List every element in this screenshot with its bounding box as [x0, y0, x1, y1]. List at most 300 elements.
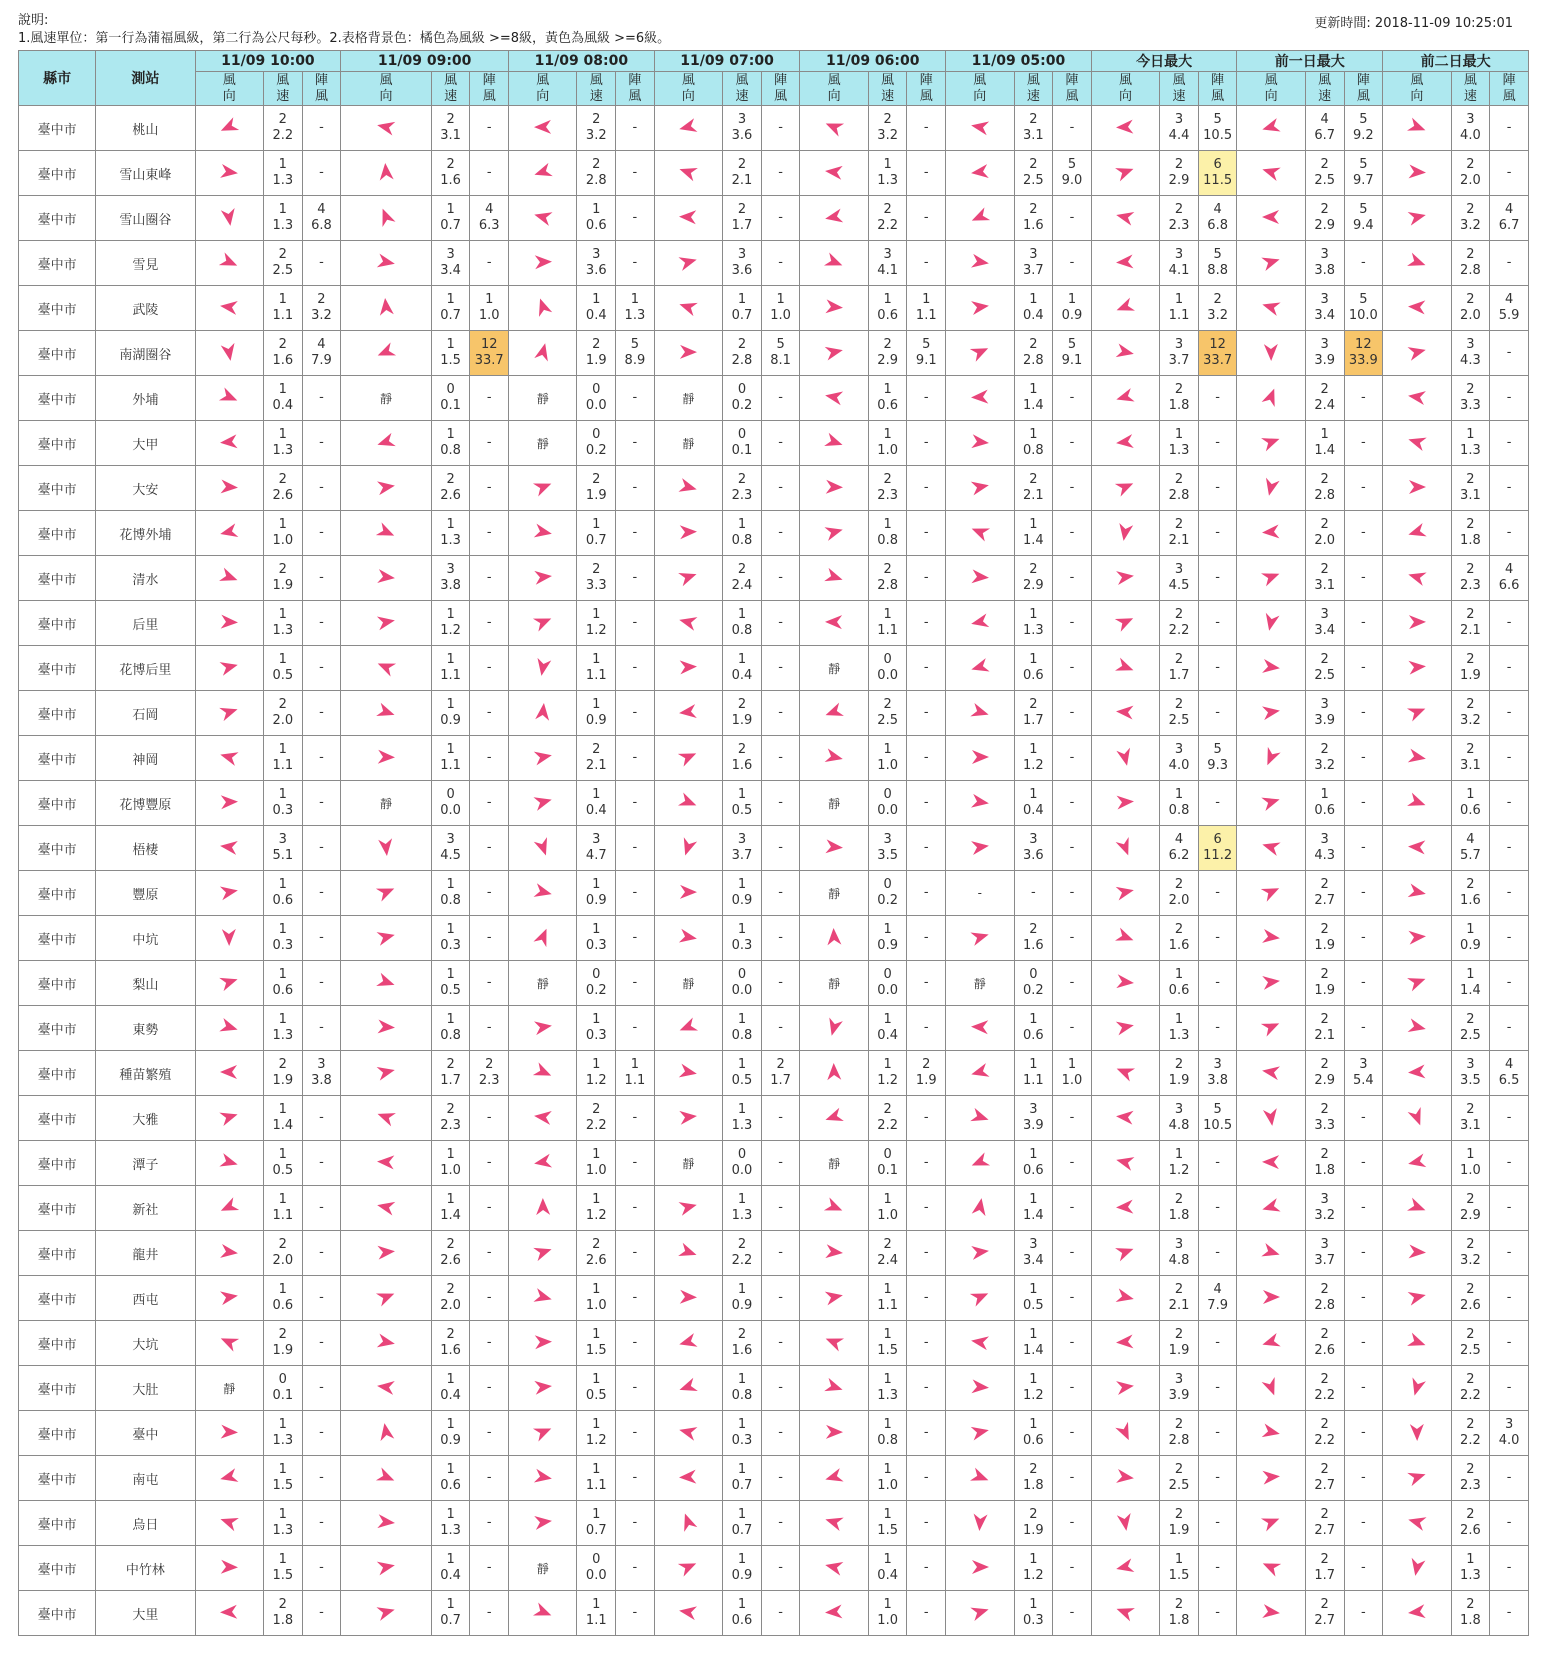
- gust-cell: 4 6.8: [302, 196, 341, 241]
- wind-direction-cell: [1383, 376, 1451, 421]
- wind-direction-cell: [800, 1051, 868, 1096]
- gust-cell: -: [1344, 1276, 1383, 1321]
- gust-cell: -: [616, 1186, 655, 1231]
- wind-speed-cell: 1 0.9: [1451, 916, 1490, 961]
- county-cell: 臺中市: [19, 151, 96, 196]
- station-cell: 中竹林: [96, 1546, 195, 1591]
- wind-speed-cell: 3 3.6: [1014, 826, 1053, 871]
- wind-arrow-icon: [1406, 611, 1428, 633]
- gust-cell: 5 9.2: [1344, 106, 1383, 151]
- wind-direction-cell: [800, 466, 868, 511]
- wind-speed-cell: 1 0.8: [431, 1006, 470, 1051]
- wind-direction-cell: [509, 1141, 577, 1186]
- wind-speed-cell: 2 1.9: [723, 691, 762, 736]
- wind-speed-cell: 1 0.6: [577, 196, 616, 241]
- county-cell: 臺中市: [19, 1546, 96, 1591]
- wind-speed-cell: 2 2.5: [264, 241, 303, 286]
- wind-direction-cell: [1383, 466, 1451, 511]
- wind-arrow-icon: [218, 341, 240, 363]
- wind-speed-cell: 1 1.2: [431, 601, 470, 646]
- wind-speed-cell: 1 1.1: [264, 286, 303, 331]
- wind-direction-cell: [341, 916, 432, 961]
- wind-arrow-icon: [532, 251, 554, 273]
- wind-direction-cell: [800, 916, 868, 961]
- wind-direction-cell: [195, 961, 263, 1006]
- wind-arrow-icon: [1406, 836, 1428, 858]
- wind-arrow-icon: [969, 791, 991, 813]
- wind-arrow-icon: [1406, 881, 1428, 903]
- wind-speed-cell: 1 1.2: [577, 601, 616, 646]
- wind-direction-cell: [341, 1006, 432, 1051]
- wind-arrow-icon: [1114, 1196, 1136, 1218]
- gust-cell: -: [1053, 421, 1092, 466]
- wind-speed-cell: 2 1.9: [1451, 646, 1490, 691]
- wind-arrow-icon: [218, 971, 240, 993]
- wind-direction-cell: [654, 106, 722, 151]
- gust-cell: -: [1198, 916, 1237, 961]
- gust-cell: -: [616, 1591, 655, 1636]
- gust-cell: -: [1490, 1366, 1529, 1411]
- wind-direction-cell: [1383, 1006, 1451, 1051]
- wind-arrow-icon: [218, 791, 240, 813]
- wind-speed-cell: 3 4.5: [431, 826, 470, 871]
- wind-speed-cell: 1 1.5: [264, 1456, 303, 1501]
- gust-cell: -: [302, 646, 341, 691]
- wind-speed-cell: 1 0.9: [723, 1276, 762, 1321]
- wind-speed-cell: 1 0.6: [1160, 961, 1199, 1006]
- wind-direction-cell: [1237, 196, 1305, 241]
- wind-direction-cell: [1237, 241, 1305, 286]
- wind-direction-cell: [1237, 421, 1305, 466]
- wind-speed-cell: 1 1.0: [577, 1141, 616, 1186]
- wind-speed-cell: 2 2.1: [577, 736, 616, 781]
- station-cell: 梨山: [96, 961, 195, 1006]
- county-cell: 臺中市: [19, 781, 96, 826]
- gust-cell: -: [1198, 961, 1237, 1006]
- station-cell: 新社: [96, 1186, 195, 1231]
- calm-label: 靜: [800, 871, 868, 916]
- wind-speed-header: 風 速: [1305, 72, 1344, 106]
- wind-arrow-icon: [532, 1466, 554, 1488]
- wind-direction-cell: [1383, 826, 1451, 871]
- gust-cell: -: [907, 556, 946, 601]
- wind-speed-cell: 1 1.4: [1305, 421, 1344, 466]
- wind-speed-cell: 2 2.9: [1160, 151, 1199, 196]
- gust-cell: -: [616, 916, 655, 961]
- gust-cell: -: [616, 1501, 655, 1546]
- wind-speed-cell: 1 0.7: [577, 1501, 616, 1546]
- wind-arrow-icon: [969, 476, 991, 498]
- wind-direction-cell: [509, 691, 577, 736]
- wind-speed-cell: 1 0.7: [577, 511, 616, 556]
- wind-direction-cell: [509, 241, 577, 286]
- wind-direction-header: 風 向: [195, 72, 263, 106]
- wind-speed-cell: 1 0.8: [723, 601, 762, 646]
- wind-speed-cell: 1 0.5: [577, 1366, 616, 1411]
- wind-speed-cell: 3 4.4: [1160, 106, 1199, 151]
- wind-speed-cell: 1 1.1: [868, 1276, 907, 1321]
- wind-speed-cell: 3 3.4: [1014, 1231, 1053, 1276]
- wind-speed-cell: 1 0.8: [1014, 421, 1053, 466]
- wind-arrow-icon: [1406, 341, 1428, 363]
- wind-arrow-icon: [532, 926, 554, 948]
- table-row: [19, 106, 1529, 151]
- wind-arrow-icon: [375, 1241, 397, 1263]
- gust-cell: -: [1053, 1141, 1092, 1186]
- gust-cell: -: [616, 376, 655, 421]
- wind-direction-cell: [195, 151, 263, 196]
- wind-speed-cell: 1 1.4: [1014, 1186, 1053, 1231]
- county-cell: 臺中市: [19, 106, 96, 151]
- gust-cell: -: [1490, 466, 1529, 511]
- wind-speed-cell: 2 2.0: [1451, 286, 1490, 331]
- gust-cell: -: [302, 376, 341, 421]
- wind-speed-cell: 2 1.8: [1305, 1141, 1344, 1186]
- gust-cell: -: [761, 466, 800, 511]
- gust-cell: -: [1490, 331, 1529, 376]
- wind-direction-cell: [1237, 961, 1305, 1006]
- wind-direction-cell: [341, 601, 432, 646]
- wind-arrow-icon: [1260, 296, 1282, 318]
- gust-cell: -: [1490, 1231, 1529, 1276]
- wind-speed-cell: 0 0.2: [1014, 961, 1053, 1006]
- gust-cell: -: [907, 511, 946, 556]
- gust-cell: -: [470, 1591, 509, 1636]
- wind-speed-cell: -: [1014, 871, 1053, 916]
- gust-cell: -: [470, 1321, 509, 1366]
- gust-cell: -: [761, 871, 800, 916]
- wind-speed-cell: 2 3.2: [577, 106, 616, 151]
- wind-direction-cell: [946, 241, 1014, 286]
- wind-direction-cell: [341, 826, 432, 871]
- gust-cell: -: [302, 736, 341, 781]
- wind-speed-cell: 1 1.3: [264, 601, 303, 646]
- gust-cell: 5 8.9: [616, 331, 655, 376]
- wind-direction-cell: [946, 511, 1014, 556]
- gust-cell: -: [1344, 1096, 1383, 1141]
- wind-speed-cell: 1 0.6: [264, 961, 303, 1006]
- gust-cell: -: [761, 1186, 800, 1231]
- gust-cell: -: [302, 691, 341, 736]
- gust-cell: -: [1490, 961, 1529, 1006]
- gust-cell: 1 1.3: [616, 286, 655, 331]
- wind-direction-cell: [1091, 1591, 1159, 1636]
- wind-direction-header: 風 向: [654, 72, 722, 106]
- wind-arrow-icon: [375, 1286, 397, 1308]
- wind-direction-cell: [195, 106, 263, 151]
- station-cell: 雪見: [96, 241, 195, 286]
- wind-speed-cell: 2 3.3: [1305, 1096, 1344, 1141]
- wind-arrow-icon: [375, 1376, 397, 1398]
- gust-cell: -: [302, 1591, 341, 1636]
- wind-speed-cell: 3 3.8: [431, 556, 470, 601]
- wind-direction-cell: [1237, 1591, 1305, 1636]
- wind-speed-cell: 2 2.4: [1305, 376, 1344, 421]
- wind-speed-cell: 2 2.3: [868, 466, 907, 511]
- county-cell: 臺中市: [19, 1276, 96, 1321]
- wind-arrow-icon: [375, 881, 397, 903]
- wind-speed-cell: 1 1.5: [577, 1321, 616, 1366]
- wind-direction-cell: [1383, 1366, 1451, 1411]
- wind-speed-cell: 2 2.1: [1305, 1006, 1344, 1051]
- wind-arrow-icon: [1406, 1196, 1428, 1218]
- wind-direction-cell: [800, 196, 868, 241]
- wind-arrow-icon: [532, 341, 554, 363]
- wind-direction-cell: [1383, 331, 1451, 376]
- wind-arrow-icon: [532, 836, 554, 858]
- wind-arrow-icon: [1114, 1151, 1136, 1173]
- wind-arrow-icon: [677, 1376, 699, 1398]
- station-cell: 石岡: [96, 691, 195, 736]
- wind-direction-cell: [195, 1591, 263, 1636]
- wind-direction-cell: [1237, 1051, 1305, 1096]
- gust-cell: -: [470, 1456, 509, 1501]
- gust-cell: -: [1490, 736, 1529, 781]
- wind-direction-cell: [509, 151, 577, 196]
- gust-cell: -: [907, 196, 946, 241]
- wind-arrow-icon: [375, 521, 397, 543]
- gust-cell: -: [470, 1366, 509, 1411]
- wind-arrow-icon: [1260, 1196, 1282, 1218]
- wind-direction-cell: [1091, 1411, 1159, 1456]
- wind-speed-cell: 2 2.1: [1014, 466, 1053, 511]
- wind-arrow-icon: [969, 386, 991, 408]
- wind-arrow-icon: [375, 701, 397, 723]
- county-cell: 臺中市: [19, 421, 96, 466]
- gust-cell: -: [1344, 1186, 1383, 1231]
- wind-speed-cell: 2 2.2: [1160, 601, 1199, 646]
- gust-cell: -: [761, 1501, 800, 1546]
- wind-arrow-icon: [218, 521, 240, 543]
- wind-speed-cell: 3 3.4: [1305, 286, 1344, 331]
- gust-cell: 4 6.6: [1490, 556, 1529, 601]
- gust-cell: -: [470, 1096, 509, 1141]
- gust-cell: -: [1344, 1231, 1383, 1276]
- wind-speed-cell: 0 0.1: [264, 1366, 303, 1411]
- gust-cell: -: [616, 151, 655, 196]
- gust-cell: -: [1198, 556, 1237, 601]
- gust-cell: -: [470, 736, 509, 781]
- gust-header: 陣 風: [907, 72, 946, 106]
- wind-speed-cell: 1 1.3: [1014, 601, 1053, 646]
- gust-cell: -: [1053, 1456, 1092, 1501]
- wind-arrow-icon: [1260, 1466, 1282, 1488]
- gust-cell: 3 5.4: [1344, 1051, 1383, 1096]
- wind-arrow-icon: [677, 836, 699, 858]
- gust-cell: -: [470, 781, 509, 826]
- gust-cell: -: [302, 1366, 341, 1411]
- wind-direction-cell: [1383, 1321, 1451, 1366]
- wind-arrow-icon: [375, 971, 397, 993]
- gust-cell: -: [1490, 781, 1529, 826]
- gust-cell: -: [761, 826, 800, 871]
- wind-direction-header: 風 向: [341, 72, 432, 106]
- wind-arrow-icon: [532, 1016, 554, 1038]
- wind-speed-cell: 1 1.0: [1451, 1141, 1490, 1186]
- wind-arrow-icon: [1114, 341, 1136, 363]
- wind-speed-cell: 2 3.3: [1451, 376, 1490, 421]
- gust-cell: -: [302, 421, 341, 466]
- wind-arrow-icon: [969, 1106, 991, 1128]
- wind-speed-cell: 1 0.7: [723, 1501, 762, 1546]
- station-cell: 后里: [96, 601, 195, 646]
- station-cell: 花博豐原: [96, 781, 195, 826]
- wind-speed-cell: 2 1.8: [1160, 1186, 1199, 1231]
- wind-direction-cell: [341, 556, 432, 601]
- table-row: [19, 1051, 1529, 1096]
- time-group-header: 11/09 09:00: [341, 51, 509, 72]
- gust-cell: -: [761, 601, 800, 646]
- wind-direction-cell: [946, 1546, 1014, 1591]
- gust-cell: -: [470, 1141, 509, 1186]
- gust-cell: -: [907, 1186, 946, 1231]
- wind-speed-cell: 1 0.3: [577, 916, 616, 961]
- gust-header: 陣 風: [1198, 72, 1237, 106]
- wind-speed-cell: 1 0.8: [431, 421, 470, 466]
- wind-direction-cell: [341, 106, 432, 151]
- gust-cell: -: [302, 1546, 341, 1591]
- calm-label: 靜: [800, 1141, 868, 1186]
- wind-speed-cell: 3 4.5: [1160, 556, 1199, 601]
- gust-cell: -: [907, 691, 946, 736]
- wind-arrow-icon: [969, 1511, 991, 1533]
- gust-cell: -: [1053, 1096, 1092, 1141]
- calm-label: 靜: [800, 961, 868, 1006]
- wind-speed-cell: 1 0.7: [723, 1456, 762, 1501]
- gust-cell: -: [470, 376, 509, 421]
- wind-direction-cell: [946, 466, 1014, 511]
- wind-arrow-icon: [1114, 611, 1136, 633]
- wind-speed-cell: 1 0.5: [264, 646, 303, 691]
- wind-direction-header: 風 向: [509, 72, 577, 106]
- wind-direction-cell: [654, 1096, 722, 1141]
- wind-table: [18, 50, 1529, 1636]
- wind-arrow-icon: [1406, 1556, 1428, 1578]
- wind-speed-cell: 2 2.5: [1305, 151, 1344, 196]
- wind-speed-cell: 2 2.3: [723, 466, 762, 511]
- table-row: [19, 1141, 1529, 1186]
- county-cell: 臺中市: [19, 331, 96, 376]
- wind-direction-cell: [654, 1321, 722, 1366]
- gust-cell: -: [302, 826, 341, 871]
- gust-cell: -: [1198, 1366, 1237, 1411]
- station-cell: 大安: [96, 466, 195, 511]
- wind-arrow-icon: [375, 836, 397, 858]
- wind-direction-cell: [195, 1096, 263, 1141]
- wind-speed-cell: 2 2.5: [1160, 691, 1199, 736]
- gust-cell: -: [616, 556, 655, 601]
- wind-speed-cell: 2 2.8: [577, 151, 616, 196]
- wind-direction-cell: [946, 376, 1014, 421]
- wind-direction-cell: [195, 1411, 263, 1456]
- gust-cell: -: [907, 826, 946, 871]
- update-time: 更新時間: 2018-11-09 10:25:01: [1314, 16, 1513, 31]
- wind-arrow-icon: [218, 1421, 240, 1443]
- wind-arrow-icon: [1114, 1241, 1136, 1263]
- wind-arrow-icon: [532, 1421, 554, 1443]
- wind-speed-cell: 1 1.2: [1014, 736, 1053, 781]
- wind-arrow-icon: [532, 206, 554, 228]
- wind-speed-cell: 1 1.3: [264, 1411, 303, 1456]
- wind-arrow-icon: [1406, 701, 1428, 723]
- gust-cell: -: [1198, 1141, 1237, 1186]
- wind-speed-cell: 2 2.0: [264, 691, 303, 736]
- county-cell: 臺中市: [19, 1006, 96, 1051]
- wind-direction-cell: [946, 1051, 1014, 1096]
- county-cell: 臺中市: [19, 466, 96, 511]
- gust-cell: -: [302, 601, 341, 646]
- wind-direction-cell: [1091, 1366, 1159, 1411]
- gust-cell: -: [907, 1546, 946, 1591]
- gust-cell: 4 7.9: [1198, 1276, 1237, 1321]
- wind-direction-cell: [1237, 1096, 1305, 1141]
- wind-arrow-icon: [218, 1106, 240, 1128]
- calm-label: 靜: [946, 961, 1014, 1006]
- gust-cell: -: [1053, 736, 1092, 781]
- wind-direction-cell: [800, 1411, 868, 1456]
- wind-arrow-icon: [375, 161, 397, 183]
- wind-arrow-icon: [1406, 1601, 1428, 1623]
- wind-speed-cell: 1 1.3: [1160, 1006, 1199, 1051]
- wind-arrow-icon: [375, 1016, 397, 1038]
- wind-arrow-icon: [677, 746, 699, 768]
- gust-cell: -: [1198, 1231, 1237, 1276]
- wind-direction-cell: [946, 1591, 1014, 1636]
- wind-speed-header: 風 速: [264, 72, 303, 106]
- wind-speed-cell: 1 0.6: [431, 1456, 470, 1501]
- wind-direction-cell: [1091, 826, 1159, 871]
- wind-direction-cell: [195, 1141, 263, 1186]
- wind-direction-cell: [1237, 1141, 1305, 1186]
- wind-direction-cell: [509, 1051, 577, 1096]
- gust-cell: -: [1053, 1591, 1092, 1636]
- wind-direction-cell: [1383, 1186, 1451, 1231]
- wind-direction-cell: [800, 1591, 868, 1636]
- wind-arrow-icon: [532, 476, 554, 498]
- calm-label: 靜: [509, 421, 577, 466]
- wind-speed-cell: 3 3.7: [723, 826, 762, 871]
- wind-speed-cell: 2 1.9: [264, 556, 303, 601]
- gust-cell: -: [761, 1141, 800, 1186]
- table-row: [19, 1591, 1529, 1636]
- wind-speed-cell: 1 1.3: [431, 511, 470, 556]
- gust-cell: 5 9.3: [1198, 736, 1237, 781]
- wind-arrow-icon: [375, 566, 397, 588]
- wind-speed-cell: 2 2.8: [1160, 1411, 1199, 1456]
- wind-speed-cell: 1 1.1: [1160, 286, 1199, 331]
- wind-arrow-icon: [969, 1466, 991, 1488]
- gust-cell: -: [470, 1276, 509, 1321]
- wind-direction-cell: [195, 1456, 263, 1501]
- gust-cell: -: [616, 1096, 655, 1141]
- gust-cell: -: [616, 1321, 655, 1366]
- gust-cell: -: [761, 1366, 800, 1411]
- wind-arrow-icon: [375, 1601, 397, 1623]
- wind-direction-cell: [195, 1231, 263, 1276]
- wind-speed-cell: 2 2.7: [1305, 1456, 1344, 1501]
- wind-speed-cell: 2 1.8: [1451, 511, 1490, 556]
- wind-direction-cell: [800, 1231, 868, 1276]
- gust-header: 陣 風: [470, 72, 509, 106]
- gust-cell: -: [761, 376, 800, 421]
- wind-speed-cell: 1 0.5: [723, 1051, 762, 1096]
- gust-cell: 2 3.2: [302, 286, 341, 331]
- wind-direction-cell: [946, 1501, 1014, 1546]
- wind-direction-cell: [800, 1006, 868, 1051]
- wind-speed-cell: 2 1.6: [1451, 871, 1490, 916]
- county-cell: 臺中市: [19, 826, 96, 871]
- wind-direction-cell: [509, 826, 577, 871]
